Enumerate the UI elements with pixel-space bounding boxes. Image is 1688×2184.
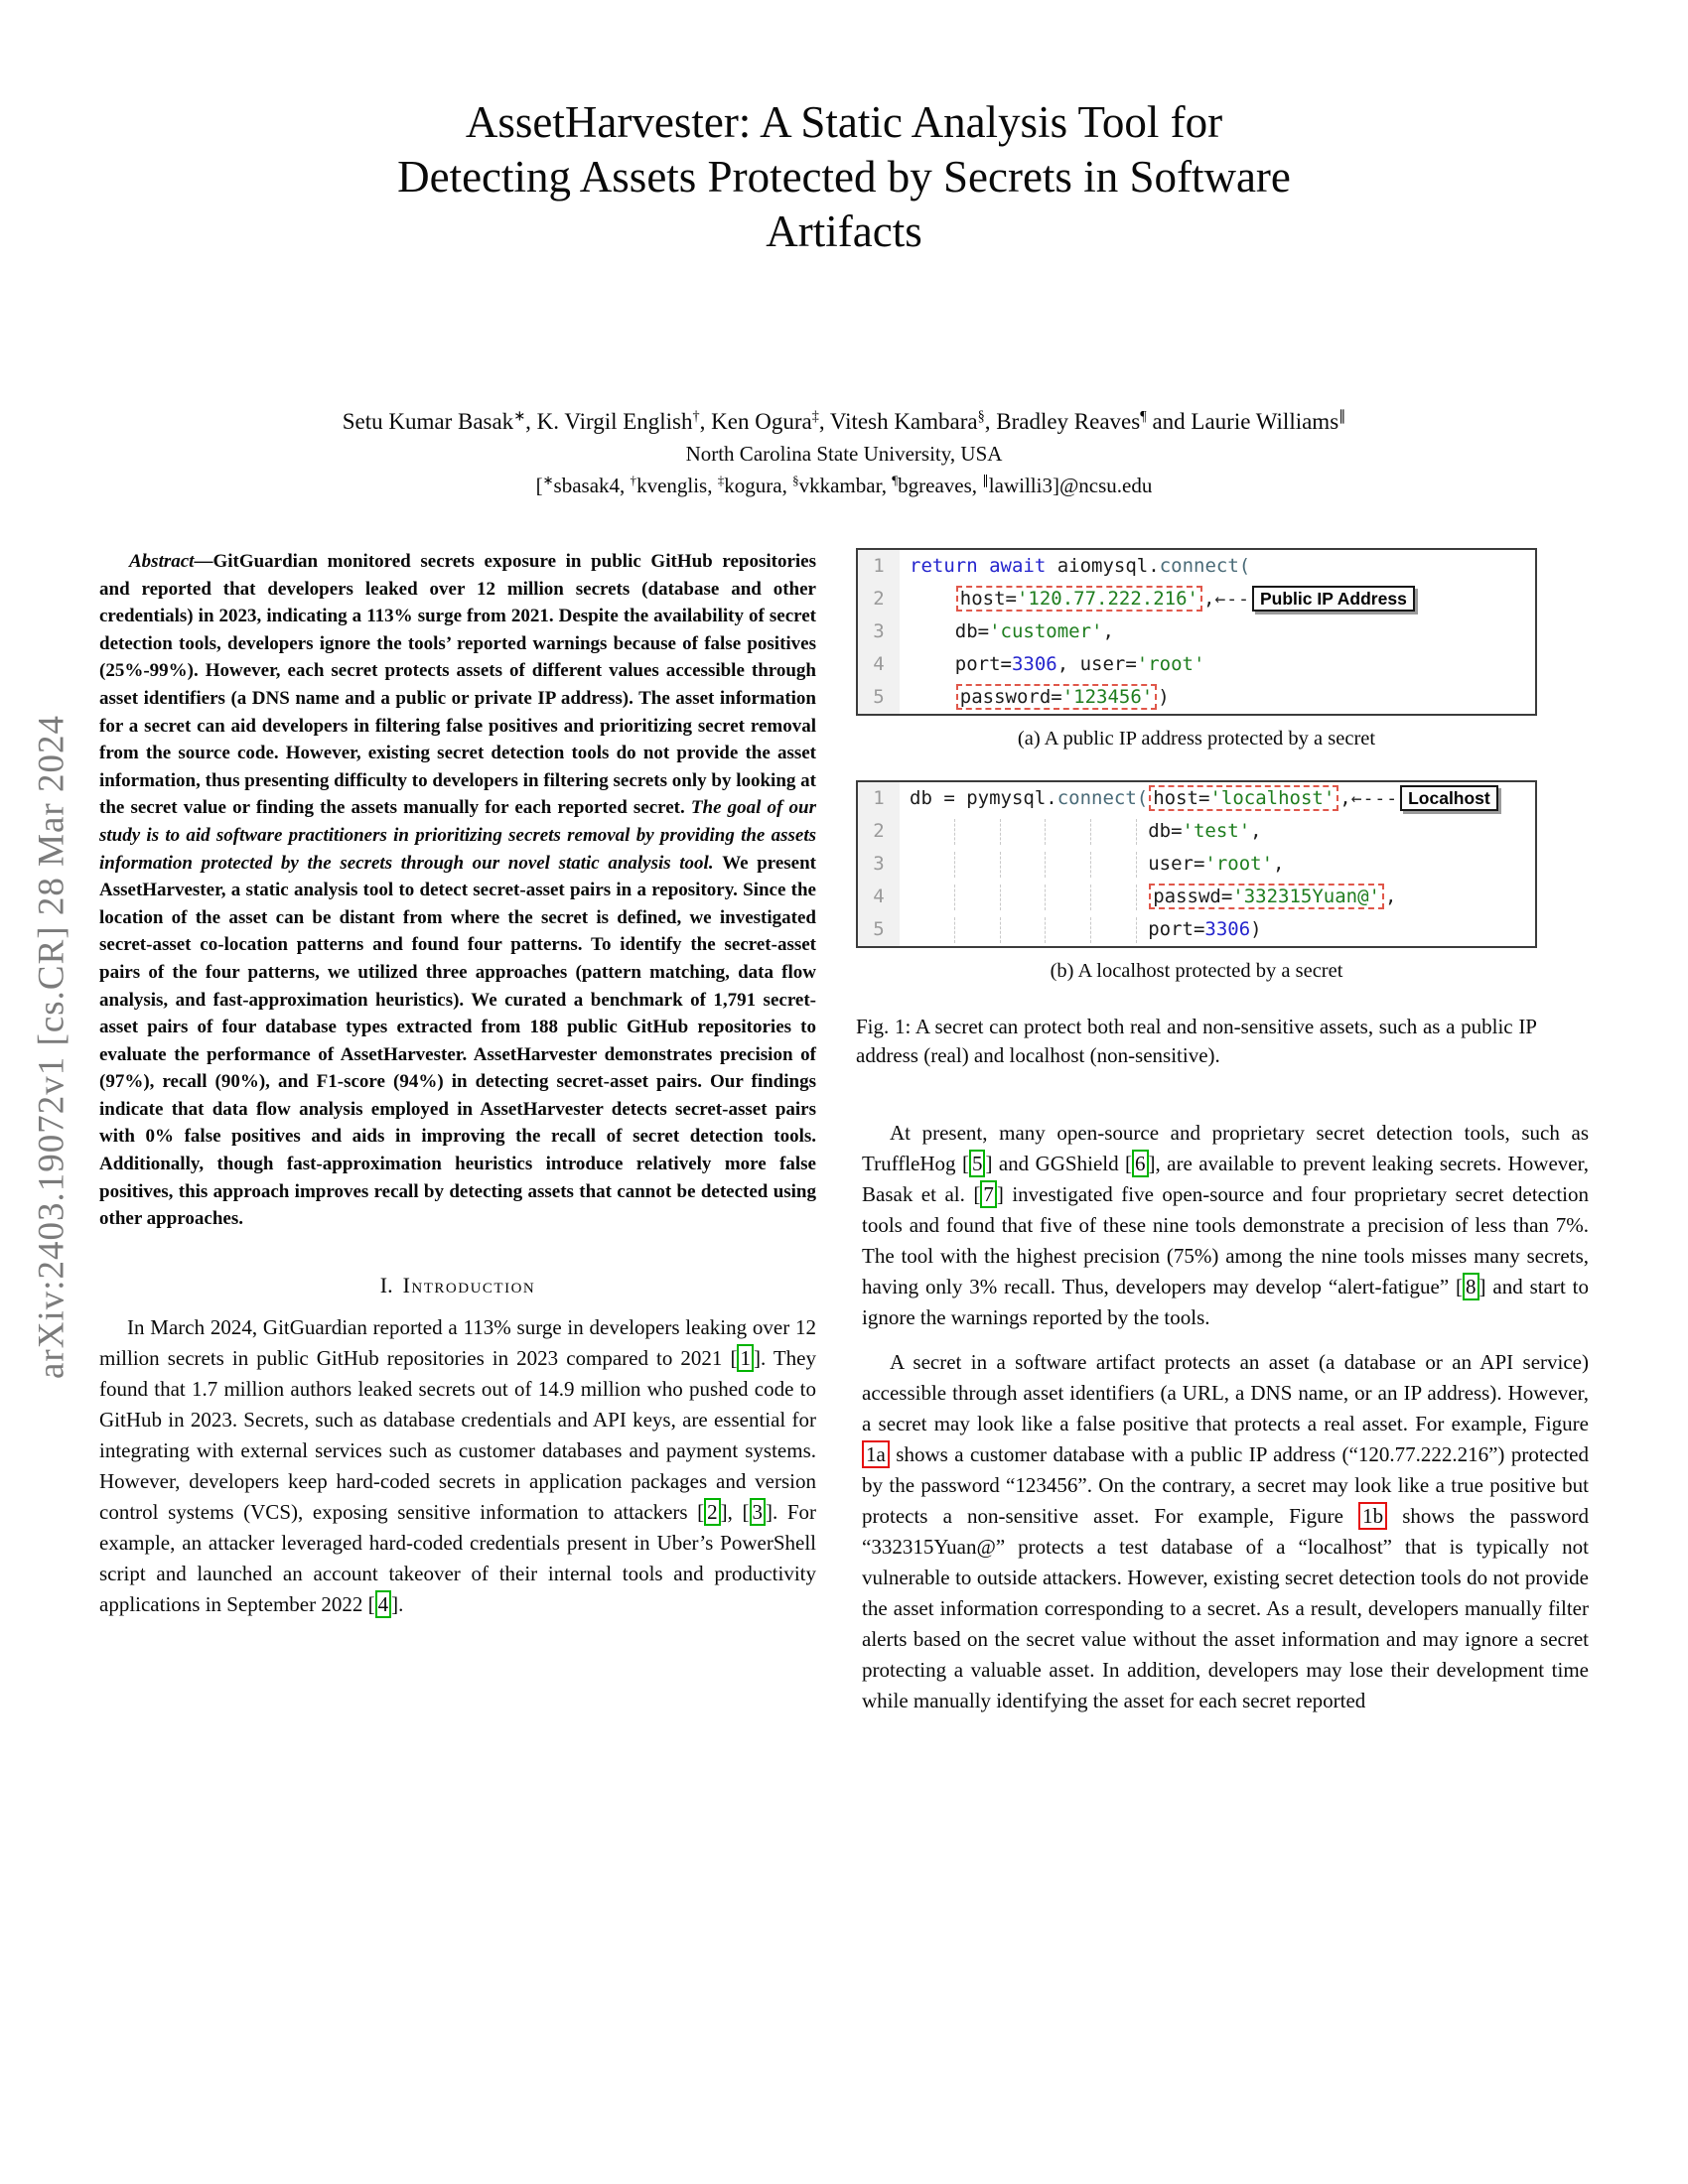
annotation-arrow: ←--- <box>1350 788 1399 809</box>
body-paragraph-2: A secret in a software artifact protects an asset (a database or an API service) accessible through asset identifiers (a URL, a DNS name, or an IP address). However, a secret may look like a false positive that protects a real asset. For example, Figure 1a shows a customer database with a public IP address (“120.77.222.216”) protected by the password “123456”. On the contrary, a secret may look like a true positive but protects a non-sensitive asset. For example, Figure 1b shows the password “332315Yuan@” protects a test database of a “localhost” that is typically not vulnerable to outside attackers. However, existing secret detection tools do not provide the asset information corresponding to a secret. As a result, developers manually filter alerts based on the secret value without the asset information and may ignore a secret protecting a valuable asset. In addition, developers may lose their development time while manually identifying the asset for each secret reported <box>862 1350 1589 1712</box>
figure-1a <box>856 548 1537 751</box>
spacer <box>862 1070 1589 1104</box>
citation-link[interactable]: [ 4 ] <box>367 1591 399 1616</box>
citation-link[interactable]: [ 2 ] <box>697 1499 728 1524</box>
abstract-paragraph: Abstract—GitGuardian monitored secrets exposure in public GitHub repositories and reported that developers leaked over 12 million secrets (database and other credentials) in 2023, indicating a 113% surge from 2021. Despite the availability of secret detection tools, developers ignore the tools’ reported warnings because of false positives (25%-99%). However, each secret protects assets of different values accessible through asset identifiers (a DNS name and a public or private IP address). The asset information for a secret can aid developers in filtering false positives and prioritizing secret removal from the source code. However, existing secret detection tools do not provide the asset information, thus presenting difficulty to developers in filtering secrets only by looking at the secret value or finding the assets manually for each reported secret. The goal of our study is to aid software practitioners in prioritizing secrets removal by providing the assets information protected by the secrets through our novel static analysis tool. We present AssetHarvester, a static analysis tool to detect secret-asset pairs in a repository. Since the location of the asset can be distant from where the secret is defined, we investigated secret-asset co-location patterns and found four patterns. To identify the secret-asset pairs of the four patterns, we utilized three approaches (pattern matching, data flow analysis, and fast-approximation heuristics). We curated a benchmark of 1,791 secret-asset pairs of four database types extracted from 188 public GitHub repositories to evaluate the performance of AssetHarvester. AssetHarvester demonstrates precision of (97%), recall (90%), and F1-score (94%) in detecting secret-asset pairs. Our findings indicate that data flow analysis employed in AssetHarvester detects secret-asset pairs with 0% false positives and aids in improving the recall of secret detection tools. Additionally, though fast-approximation heuristics introduce relatively more false positives, this approach improves recall by detecting assets that cannot be detected using other approaches. <box>99 551 817 1230</box>
paper-title-line-2: Detecting Assets Protected by Secrets in Software <box>397 151 1291 202</box>
line-number: 5 <box>858 913 900 946</box>
paper-title <box>119 95 1569 259</box>
figure-1b <box>856 780 1537 983</box>
affiliation: North Carolina State University, USA <box>685 442 1003 466</box>
body-paragraph-1: At present, many open-source and proprietary secret detection tools, such as TruffleHog [ 5 ] and GGShield [ 6 ], are available to prevent leaking secrets. However, Basak et al. [ 7 ] investigated five open-source and four proprietary secret detection tools and found that five of these nine tools demonstrate a precision of less than 7%. The tool with the highest precision (75%) among the nine tools misses many secrets, having only 3% recall. Thus, developers may develop “alert-fatigue” [ 8 ] and start to ignore the warnings reported by the tools. <box>862 1121 1589 1329</box>
code-line: 3 user='root', <box>858 848 1535 881</box>
figure-1a-caption: (a) A public IP address protected by a secret <box>1017 728 1376 750</box>
line-number: 1 <box>858 550 900 583</box>
annotation-arrow: ←-- <box>1214 589 1250 610</box>
citation-link[interactable]: [ 3 ] <box>742 1499 773 1524</box>
annotation-label: Public IP Address <box>1252 586 1415 612</box>
line-number: 3 <box>858 848 900 881</box>
code-line: 3 db='customer', <box>858 615 1535 648</box>
indent-guide <box>910 820 1148 842</box>
citation-link[interactable]: [ 5 ] <box>961 1152 993 1175</box>
secret-highlight-box: password='123456' <box>956 684 1157 710</box>
indent-guide <box>910 886 1148 907</box>
intro-paragraph-1: In March 2024, GitGuardian reported a 113% surge in developers leaking over 12 million secrets in public GitHub repositories in 2023 compared to 2021 [ 1 ]. They found that 1.7 million authors leaked secrets out of 14.9 million who pushed code to GitHub in 2023. Secrets, such as database credentials and API keys, are essential for integrating with external services such as customer databases and payment systems. However, developers keep hard-coded secrets in application packages and version control systems (VCS), exposing sensitive information to attackers [ 2 ], [ 3 ]. For example, an attacker leveraged hard-coded credentials present in Uber’s PowerShell script and launched an account takeover of their internal tools and productivity applications in September 2022 [ 4 ]. <box>99 1314 817 1616</box>
left-column <box>99 548 816 1620</box>
authors-block <box>0 409 1688 498</box>
line-number: 5 <box>858 681 900 714</box>
figure-1b-caption: (b) A localhost protected by a secret <box>1050 960 1343 982</box>
line-number: 2 <box>858 815 900 848</box>
code-line: 4 port=3306, user='root' <box>858 648 1535 681</box>
citation-link[interactable]: [ 7 ] <box>973 1182 1004 1206</box>
arxiv-watermark: arXiv:2403.19072v1 [cs.CR] 28 Mar 2024 <box>31 715 72 1380</box>
line-number: 2 <box>858 583 900 615</box>
line-number: 4 <box>858 881 900 913</box>
code-line: 1 return await aiomysql.connect( <box>858 550 1535 583</box>
secret-highlight-box: host='120.77.222.216' <box>956 586 1202 612</box>
citation-link[interactable]: [ 6 ] <box>1125 1152 1156 1175</box>
annotation-label: Localhost <box>1400 785 1498 811</box>
figure-ref-link[interactable]: 1b <box>1358 1502 1387 1530</box>
author-emails: [∗sbasak4, †kvenglis, ‡kogura, §vkkambar, ¶bgreaves, ∥lawilli3]@ncsu.edu <box>535 473 1153 497</box>
line-number: 4 <box>858 648 900 681</box>
code-line: 2 db='test', <box>858 815 1535 848</box>
code-line: 2 host='120.77.222.216' ,←-- Public IP Address <box>858 583 1535 615</box>
figure-1-main-caption: Fig. 1: A secret can protect both real and non-sensitive assets, such as a public IP address (real) and localhost (non-sensitive). <box>856 1015 1537 1067</box>
code-line: 4 passwd='332315Yuan@' , <box>858 881 1535 913</box>
code-line: 5 port=3306) <box>858 913 1535 946</box>
paper-title-line-1: AssetHarvester: A Static Analysis Tool for <box>465 97 1223 147</box>
secret-highlight-box: host='localhost' <box>1149 785 1338 811</box>
code-line: 1 db = pymysql.connect( host='localhost' ,←--- Localhost <box>858 782 1535 815</box>
line-number: 1 <box>858 782 900 815</box>
code-line: 5 password='123456' ) <box>858 681 1535 714</box>
indent-guide <box>910 853 1148 875</box>
figure-1b-code <box>856 780 1537 948</box>
line-number: 3 <box>858 615 900 648</box>
indent-guide <box>910 918 1148 940</box>
author-names: Setu Kumar Basak∗, K. Virgil English†, Ken Ogura‡, Vitesh Kambara§, Bradley Reaves¶ and Laurie Williams∥ <box>342 408 1346 434</box>
paper-title-line-3: Artifacts <box>766 205 922 256</box>
citation-link[interactable]: [ 1 ] <box>730 1345 761 1370</box>
figure-1a-code <box>856 548 1537 716</box>
section-title: Introduction <box>402 1272 536 1297</box>
right-column <box>856 548 1589 1716</box>
section-heading-introduction <box>99 1273 816 1298</box>
figure-ref-link[interactable]: 1a <box>862 1440 890 1468</box>
secret-highlight-box: passwd='332315Yuan@' <box>1149 884 1384 909</box>
citation-link[interactable]: [ 8 ] <box>1456 1275 1486 1298</box>
section-number: I. <box>379 1272 393 1297</box>
